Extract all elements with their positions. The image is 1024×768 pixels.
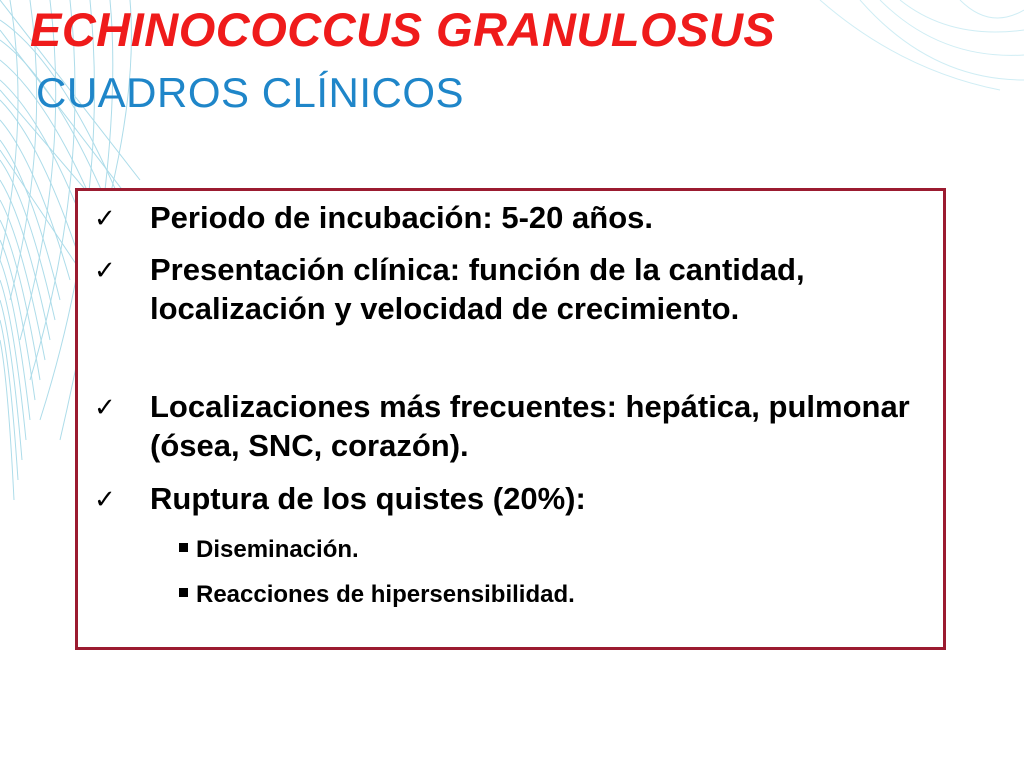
sub-list-item <box>179 579 575 611</box>
sub-bullet-text: Diseminación. <box>196 536 359 563</box>
square-bullet-icon <box>179 543 188 552</box>
slide-title: ECHINOCOCCUS GRANULOSUS <box>30 3 776 56</box>
check-mark-icon: ✓ <box>94 392 116 422</box>
slide-subtitle: CUADROS CLÍNICOS <box>36 69 465 116</box>
bullet-text: Ruptura de los quistes (20%): <box>150 481 586 516</box>
square-bullet-icon <box>179 588 188 597</box>
check-mark-icon: ✓ <box>94 255 116 285</box>
bullet-text: Localizaciones más frecuentes: hepática, pulmonar (ósea, SNC, corazón). <box>150 389 910 463</box>
check-mark-icon: ✓ <box>94 484 116 514</box>
content-box <box>75 188 946 650</box>
bullet-text: Periodo de incubación: 5-20 años. <box>150 200 653 235</box>
bullet-text: Presentación clínica: función de la cantidad, localización y velocidad de crecimiento. <box>150 252 805 326</box>
check-mark-icon: ✓ <box>94 203 116 233</box>
sub-bullet-text: Reacciones de hipersensibilidad. <box>196 581 575 608</box>
sub-list-item <box>179 534 359 566</box>
